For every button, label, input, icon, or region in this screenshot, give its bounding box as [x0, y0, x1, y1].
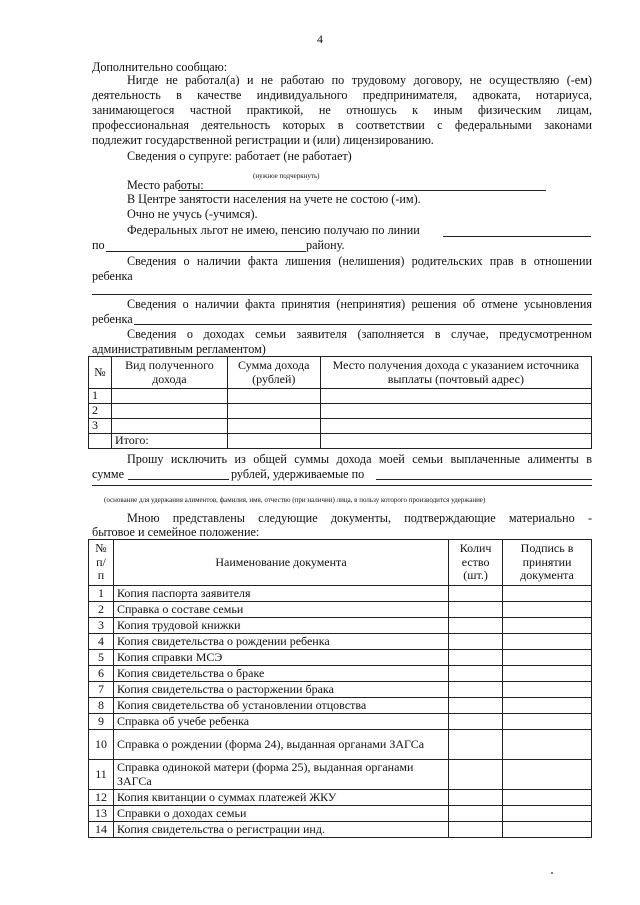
doc-col-number: № п/ п	[89, 540, 114, 586]
income-row-number: 1	[89, 389, 112, 404]
document-name: Справка одинокой матери (форма 25), выданная органами ЗАГСа	[113, 760, 448, 790]
document-signature-cell[interactable]	[503, 806, 592, 822]
document-name: Справки о доходах семьи	[113, 806, 448, 822]
document-quantity-cell[interactable]	[449, 618, 503, 634]
income-total-source-cell[interactable]	[320, 434, 591, 449]
document-number: 13	[89, 806, 114, 822]
document-number: 1	[89, 586, 114, 602]
document-quantity-cell[interactable]	[449, 714, 503, 730]
document-name: Копия свидетельства о регистрации инд.	[113, 822, 448, 838]
income-intro-line1: Сведения о доходах семьи заявителя (заполняется в случае, предусмотренном	[127, 327, 592, 341]
document-number: 10	[89, 730, 114, 760]
income-type-cell[interactable]	[111, 419, 227, 434]
para1-line2: деятельность в качестве индивидуального предпринимателя, адвоката, нотариуса,	[92, 88, 592, 102]
document-number: 9	[89, 714, 114, 730]
para1-line5: подлежит государственной регистрации и (или) лицензированию.	[92, 133, 434, 147]
page-number: 4	[317, 32, 323, 46]
document-signature-cell[interactable]	[503, 682, 592, 698]
document-signature-cell[interactable]	[503, 730, 592, 760]
document-quantity-cell[interactable]	[449, 682, 503, 698]
additional-info-header: Дополнительно сообщаю:	[92, 60, 228, 74]
docs-intro-line2: бытовое и семейное положение:	[92, 525, 260, 539]
income-table-header	[89, 357, 592, 389]
document-signature-cell[interactable]	[503, 822, 592, 838]
document-number: 4	[89, 634, 114, 650]
income-amount-cell[interactable]	[227, 419, 320, 434]
adoption-line2: ребенка	[92, 312, 133, 326]
document-row	[89, 806, 592, 822]
document-number: 5	[89, 650, 114, 666]
income-amount-cell[interactable]	[227, 389, 320, 404]
document-row	[89, 790, 592, 806]
document-signature-cell[interactable]	[503, 634, 592, 650]
income-total-amount-cell[interactable]	[227, 434, 320, 449]
document-signature-cell[interactable]	[503, 586, 592, 602]
document-quantity-cell[interactable]	[449, 586, 503, 602]
document-row	[89, 714, 592, 730]
document-quantity-cell[interactable]	[449, 698, 503, 714]
spouse-info: Сведения о супруге: работает (не работает)	[127, 149, 352, 163]
document-name: Копия свидетельства о расторжении брака	[113, 682, 448, 698]
document-row	[89, 760, 592, 790]
para1-line4: профессиональная деятельность которых в соответствии с федеральными законами	[92, 118, 592, 132]
document-quantity-cell[interactable]	[449, 602, 503, 618]
document-name: Копия справки МСЭ	[113, 650, 448, 666]
income-source-cell[interactable]	[320, 389, 591, 404]
document-name: Копия паспорта заявителя	[113, 586, 448, 602]
document-signature-cell[interactable]	[503, 790, 592, 806]
income-intro-line2: административным регламентом)	[92, 342, 266, 356]
document-signature-cell[interactable]	[503, 714, 592, 730]
alimony-sum-field[interactable]	[128, 479, 229, 480]
income-table	[88, 356, 592, 449]
document-row	[89, 698, 592, 714]
document-number: 11	[89, 760, 114, 790]
document-row	[89, 650, 592, 666]
document-name: Справка об учебе ребенка	[113, 714, 448, 730]
document-row	[89, 602, 592, 618]
document-name: Копия трудовой книжки	[113, 618, 448, 634]
document-number: 12	[89, 790, 114, 806]
document-name: Копия квитанции о суммах платежей ЖКУ	[113, 790, 448, 806]
alimony-basis-field-2[interactable]	[92, 485, 592, 486]
adoption-field[interactable]	[134, 324, 592, 325]
document-signature-cell[interactable]	[503, 618, 592, 634]
income-col-number: №	[89, 357, 112, 389]
income-total-label: Итого:	[111, 434, 227, 449]
document-quantity-cell[interactable]	[449, 760, 503, 790]
income-type-cell[interactable]	[111, 404, 227, 419]
document-row	[89, 682, 592, 698]
document-signature-cell[interactable]	[503, 650, 592, 666]
income-row	[89, 389, 592, 404]
document-quantity-cell[interactable]	[449, 806, 503, 822]
alimony-withheld-label: рублей, удерживаемые по	[231, 467, 365, 481]
document-quantity-cell[interactable]	[449, 634, 503, 650]
rayon-label: району.	[306, 238, 345, 252]
document-name: Копия свидетельства об установлении отцовства	[113, 698, 448, 714]
document-name: Копия свидетельства о рождении ребенка	[113, 634, 448, 650]
document-row	[89, 666, 592, 682]
document-number: 6	[89, 666, 114, 682]
document-number: 14	[89, 822, 114, 838]
underline-hint: (нужное подчеркнуть)	[253, 172, 320, 180]
income-source-cell[interactable]	[320, 419, 591, 434]
workplace-field[interactable]	[178, 190, 546, 191]
parental-rights-line1: Сведения о наличии факта лишения (нелишения) родительских прав в отношении	[127, 254, 592, 268]
doc-col-quantity: Колич ество (шт.)	[449, 540, 503, 586]
po-label: по	[92, 238, 105, 252]
document-name: Справка о рождении (форма 24), выданная органами ЗАГСа	[113, 730, 448, 760]
documents-table-header	[89, 540, 592, 586]
income-col-amount: Сумма дохода (рублей)	[227, 357, 320, 389]
document-number: 8	[89, 698, 114, 714]
document-row	[89, 586, 592, 602]
document-number: 7	[89, 682, 114, 698]
district-field[interactable]	[106, 251, 306, 252]
scan-speck	[551, 872, 553, 874]
income-col-source: Место получения дохода с указанием источника выплаты (почтовый адрес)	[320, 357, 591, 389]
doc-col-signature: Подпись в принятии документа	[503, 540, 592, 586]
document-row	[89, 618, 592, 634]
document-name: Справка о составе семьи	[113, 602, 448, 618]
parental-rights-field[interactable]	[92, 294, 592, 295]
document-number: 2	[89, 602, 114, 618]
document-row	[89, 730, 592, 760]
documents-table	[88, 539, 592, 838]
para1-line3: занимающегося частной практикой, не отношусь к иным физическим лицам,	[92, 103, 592, 117]
alimony-basis-field[interactable]	[376, 479, 592, 480]
para1-line1: Нигде не работал(а) и не работаю по трудовому договору, не осуществляю (-ем)	[127, 73, 592, 87]
document-name: Копия свидетельства о браке	[113, 666, 448, 682]
document-signature-cell[interactable]	[503, 760, 592, 790]
document-quantity-cell[interactable]	[449, 790, 503, 806]
document-number: 3	[89, 618, 114, 634]
income-row	[89, 419, 592, 434]
income-row-number: 3	[89, 419, 112, 434]
document-row	[89, 822, 592, 838]
benefits-statement: Федеральных льгот не имею, пенсию получаю по линии	[127, 223, 420, 237]
alimony-line1: Прошу исключить из общей суммы дохода моей семьи выплаченные алименты в	[127, 452, 592, 466]
income-row-number: 2	[89, 404, 112, 419]
income-source-cell[interactable]	[320, 404, 591, 419]
document-quantity-cell[interactable]	[449, 666, 503, 682]
document-row	[89, 634, 592, 650]
document-signature-cell[interactable]	[503, 698, 592, 714]
pension-source-field[interactable]	[443, 236, 591, 237]
income-type-cell[interactable]	[111, 389, 227, 404]
document-signature-cell[interactable]	[503, 666, 592, 682]
workplace-label: Место работы:	[127, 178, 204, 192]
document-signature-cell[interactable]	[503, 602, 592, 618]
document-quantity-cell[interactable]	[449, 650, 503, 666]
docs-intro-line1: Мною представлены следующие документы, подтверждающие материально -	[127, 511, 592, 525]
alimony-basis-note: (основание для удержания алиментов, фамилия, имя, отчество (при наличии) лица, в пользу которого производится удержание)	[104, 496, 486, 504]
document-quantity-cell[interactable]	[449, 822, 503, 838]
document-quantity-cell[interactable]	[449, 730, 503, 760]
alimony-sum-label: сумме	[92, 467, 125, 481]
income-total-row	[89, 434, 592, 449]
adoption-line1: Сведения о наличии факта принятия (непринятия) решения об отмене усыновления	[127, 297, 592, 311]
study-statement: Очно не учусь (-учимся).	[127, 207, 258, 221]
income-col-type: Вид полученного дохода	[111, 357, 227, 389]
employment-center-statement: В Центре занятости населения на учете не состою (-им).	[127, 192, 421, 206]
income-row	[89, 404, 592, 419]
income-amount-cell[interactable]	[227, 404, 320, 419]
parental-rights-line2: ребенка	[92, 269, 133, 283]
doc-col-name: Наименование документа	[113, 540, 448, 586]
